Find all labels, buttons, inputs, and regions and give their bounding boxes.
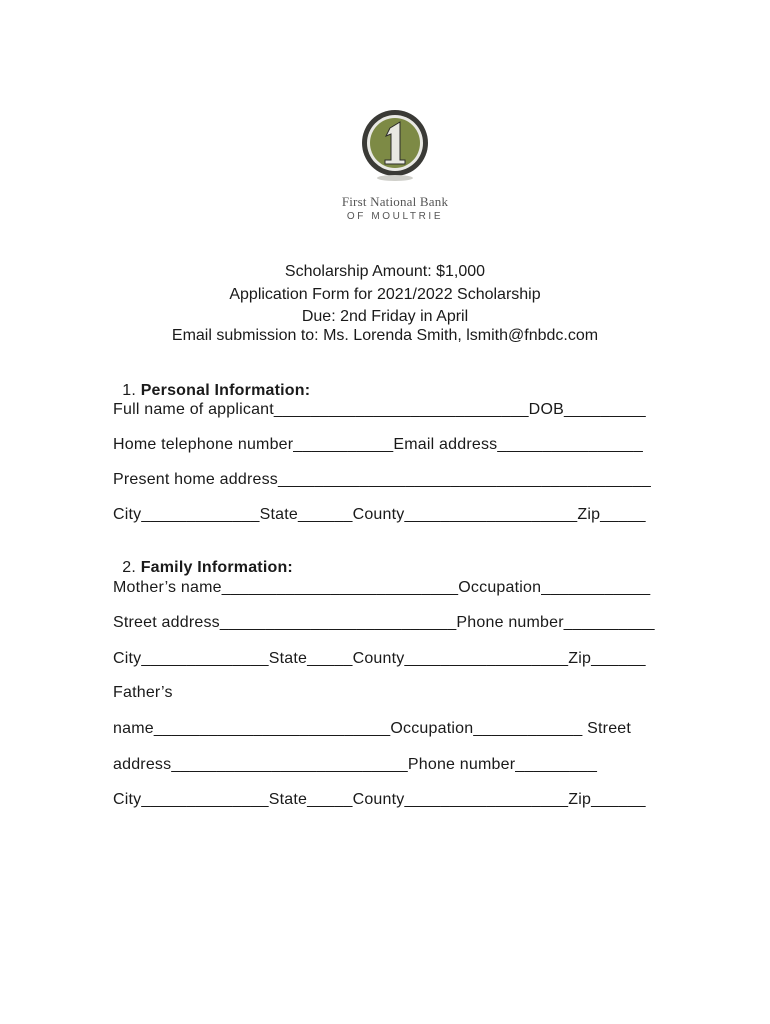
bank-location: OF MOULTRIE <box>346 211 444 222</box>
section-number: 1. <box>122 382 141 399</box>
section-personal-heading <box>113 364 310 400</box>
section-title: Family Information: <box>140 559 293 576</box>
city-state-line[interactable]: City_____________State______County___________________Zip_____ <box>113 506 646 523</box>
form-title: Application Form for 2021/2022 Scholarship <box>229 286 541 303</box>
home-address-line[interactable]: Present home address_________________________________________ <box>113 471 652 488</box>
due-date: Due: 2nd Friday in April <box>301 308 469 325</box>
father-city-line[interactable]: City______________State_____County__________________Zip______ <box>113 791 646 808</box>
section-number: 2. <box>122 559 141 576</box>
scholarship-amount: Scholarship Amount: $1,000 <box>284 263 486 280</box>
section-title: Personal Information: <box>140 382 311 399</box>
email-submission: Email submission to: Ms. Lorenda Smith, lsmith@fnbdc.com <box>171 327 599 344</box>
mother-address-line[interactable]: Street address__________________________Phone number__________ <box>113 614 655 631</box>
phone-email-line[interactable]: Home telephone number___________Email address________________ <box>113 436 643 453</box>
father-address-line[interactable]: address__________________________Phone number_________ <box>113 756 598 773</box>
bank-name: First National Bank <box>341 194 449 209</box>
mother-name-line[interactable]: Mother’s name__________________________Occupation____________ <box>113 579 651 596</box>
mother-city-line[interactable]: City______________State_____County__________________Zip______ <box>113 650 646 667</box>
bank-emblem-icon <box>360 108 430 184</box>
applicant-name-line[interactable]: Full name of applicant____________________________DOB_________ <box>113 401 646 418</box>
section-family-heading <box>113 541 293 577</box>
bank-logo <box>320 108 470 228</box>
father-label: Father’s <box>113 684 173 701</box>
father-name-line[interactable]: name__________________________Occupation____________ Street <box>113 720 632 737</box>
